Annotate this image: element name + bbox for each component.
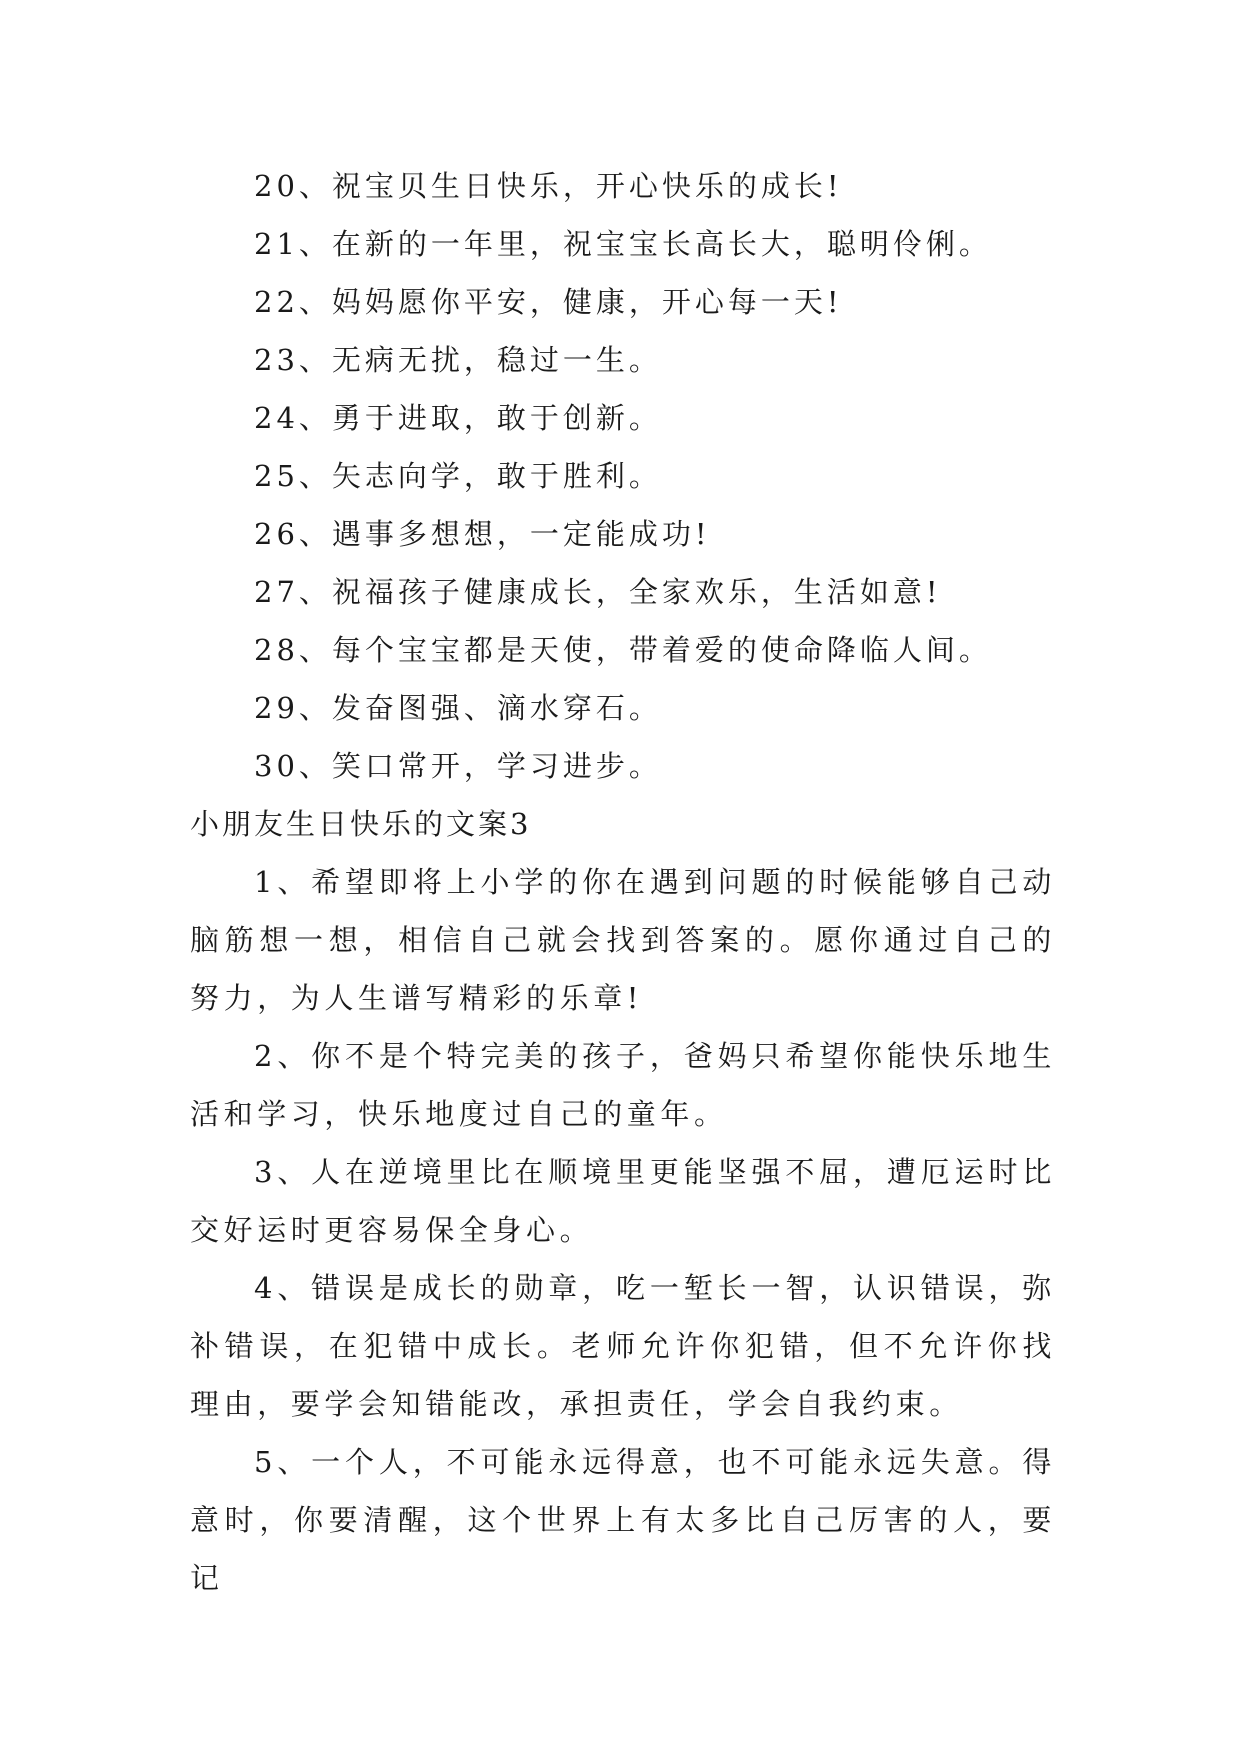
paragraph: 4、错误是成长的勋章，吃一堑长一智，认识错误，弥补错误，在犯错中成长。老师允许你犯错，但不允许你找理由，要学会知错能改，承担责任，学会自我约束。 <box>190 1271 1056 1421</box>
list-item: 26、遇事多想想，一定能成功! <box>254 517 711 551</box>
section-heading: 小朋友生日快乐的文案3 <box>190 807 532 841</box>
list-item: 29、发奋图强、滴水穿石。 <box>254 691 662 725</box>
paragraph: 5、一个人，不可能永远得意，也不可能永远失意。得意时，你要清醒，这个世界上有太多比自己厉害的人，要记 <box>190 1445 1056 1595</box>
list-item: 25、矢志向学，敢于胜利。 <box>254 459 662 493</box>
paragraph: 1、希望即将上小学的你在遇到问题的时候能够自己动脑筋想一想，相信自己就会找到答案的。愿你通过自己的努力，为人生谱写精彩的乐章! <box>190 865 1056 1015</box>
list-item: 22、妈妈愿你平安，健康，开心每一天! <box>254 285 843 319</box>
document-body <box>190 157 1056 1607</box>
list-item: 23、无病无扰，稳过一生。 <box>254 343 662 377</box>
list-item: 27、祝福孩子健康成长，全家欢乐，生活如意! <box>254 575 942 609</box>
list-item: 21、在新的一年里，祝宝宝长高长大，聪明伶俐。 <box>254 227 992 261</box>
list-item: 20、祝宝贝生日快乐，开心快乐的成长! <box>254 169 843 203</box>
wish-list <box>190 157 1056 795</box>
list-item: 28、每个宝宝都是天使，带着爱的使命降临人间。 <box>254 633 992 667</box>
paragraph: 3、人在逆境里比在顺境里更能坚强不屈，遭厄运时比交好运时更容易保全身心。 <box>190 1155 1056 1247</box>
list-item: 24、勇于进取，敢于创新。 <box>254 401 662 435</box>
paragraph: 2、你不是个特完美的孩子，爸妈只希望你能快乐地生活和学习，快乐地度过自己的童年。 <box>190 1039 1056 1131</box>
list-item: 30、笑口常开，学习进步。 <box>254 749 662 783</box>
